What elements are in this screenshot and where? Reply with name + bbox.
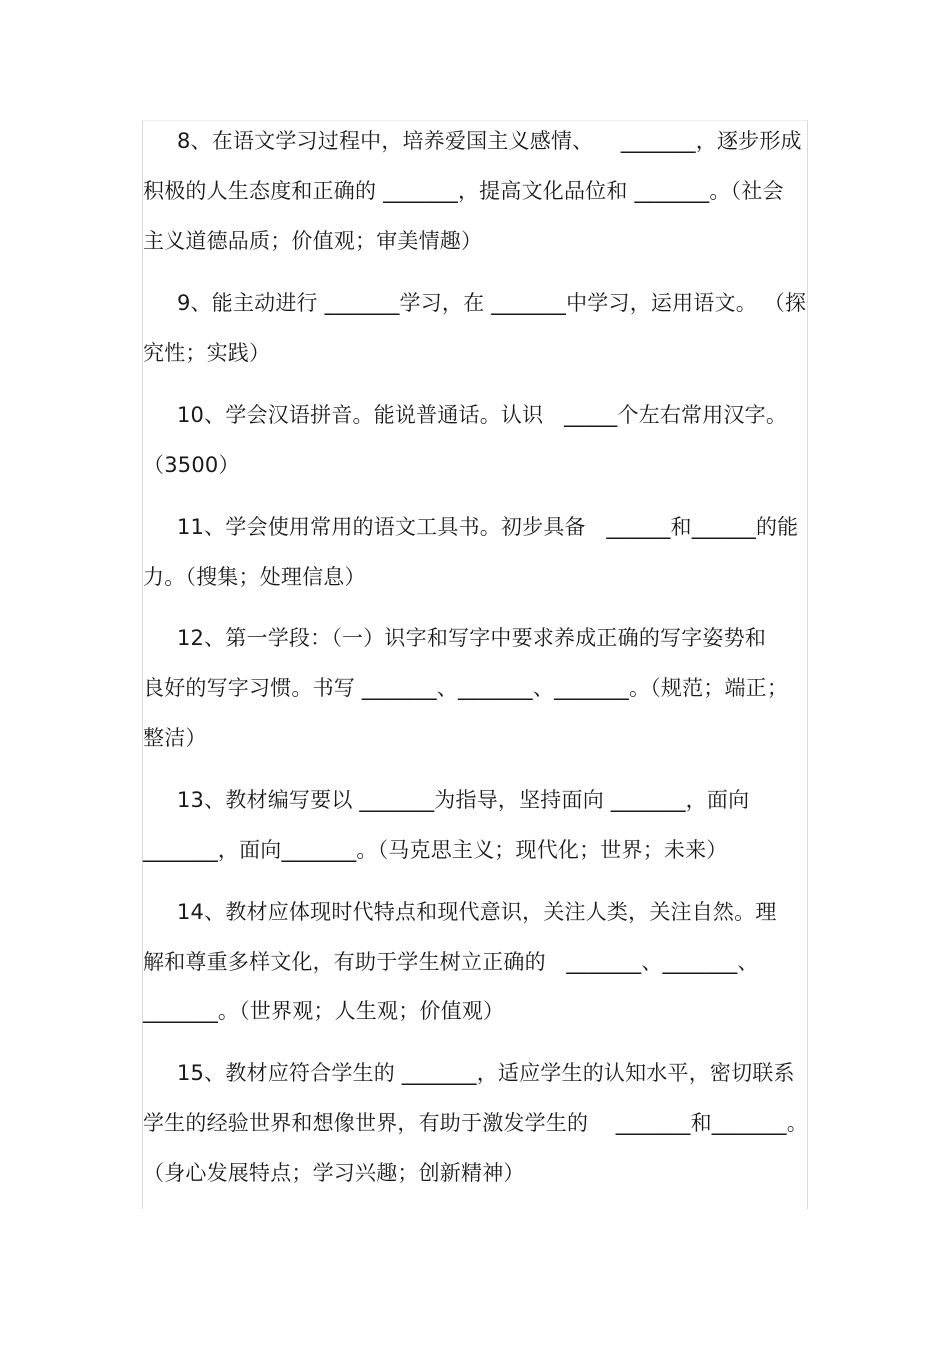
question-line: 学生的经验世界和想像世界，有助于激发学生的 _______和_______。: [143, 1111, 808, 1135]
question-line: 15、教材应符合学生的 _______，适应学生的认知水平，密切联系: [177, 1061, 795, 1085]
question-line: 14、教材应体现时代特点和现代意识，关注人类，关注自然。理: [177, 900, 777, 924]
question-line: 力。（搜集；处理信息）: [143, 565, 366, 589]
question-line: 13、教材编写要以 _______为指导，坚持面向 _______，面向: [177, 788, 750, 812]
question-line: 良好的写字习惯。书写 _______、_______、_______。（规范；端正；: [143, 676, 789, 700]
question-line: 整洁）: [143, 726, 207, 750]
question-line: 解和尊重多样文化，有助于学生树立正确的 _______、_______、: [143, 950, 759, 974]
question-line: 8、在语文学习过程中，培养爱国主义感情、 _______，逐步形成: [177, 129, 802, 153]
question-line: _______，面向_______。（马克思主义；现代化；世界；未来）: [143, 838, 728, 862]
question-line: 9、能主动进行 _______学习，在 _______中学习，运用语文。 （探: [177, 291, 807, 315]
question-line: 10、学会汉语拼音。能说普通话。认识 _____个左右常用汉字。: [177, 403, 788, 427]
question-line: （3500）: [143, 453, 240, 477]
question-line: 究性；实践）: [143, 341, 271, 365]
question-line: （身心发展特点；学习兴趣；创新精神）: [143, 1161, 525, 1185]
page-border: [142, 120, 808, 1209]
question-line: 11、学会使用常用的语文工具书。初步具备 ______和______的能: [177, 515, 799, 539]
question-line: 积极的人生态度和正确的 _______，提高文化品位和 _______。（社会: [143, 179, 784, 203]
question-line: 主义道德品质；价值观；审美情趣）: [143, 229, 483, 253]
question-line: 12、第一学段：（一）识字和写字中要求养成正确的写字姿势和: [177, 626, 767, 650]
question-line: _______。（世界观；人生观；价值观）: [143, 999, 505, 1023]
